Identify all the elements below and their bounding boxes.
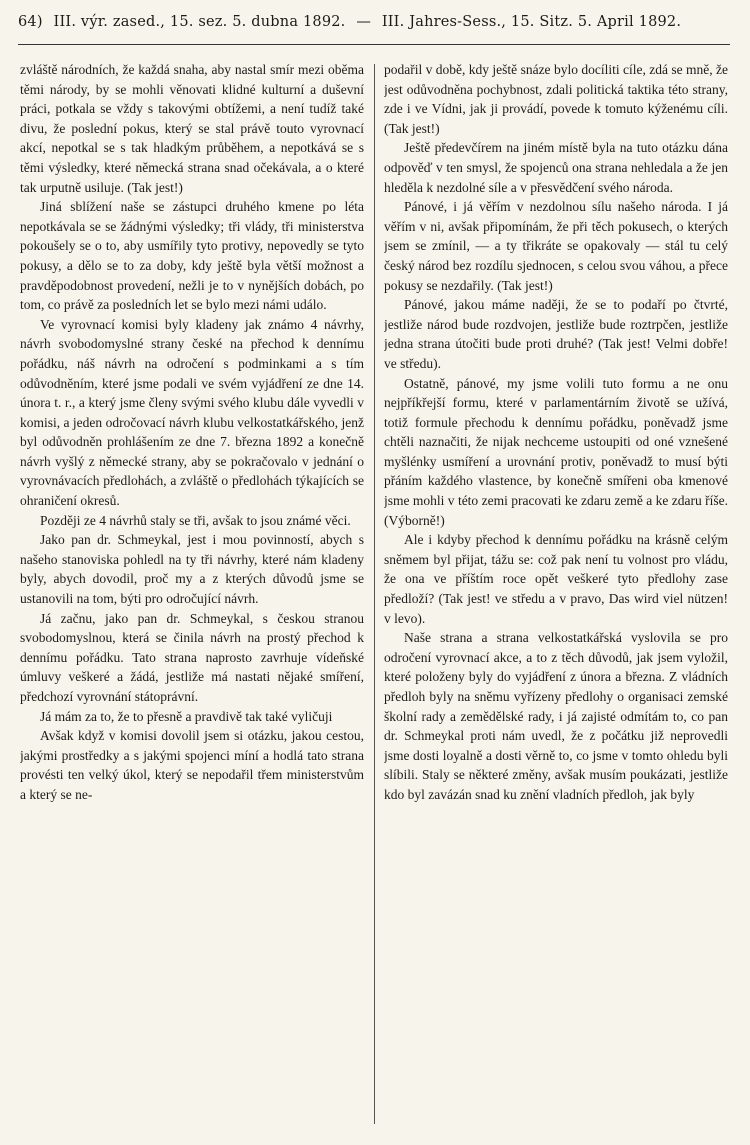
header-separator: — [356,14,372,30]
paragraph: Pánové, jakou máme naději, že se to podaří po čtvrté, jestliže národ bude rozdvojen, jestliže bude roztrpčen, jestliže jedna strana útočiti bude proti druhé? (Tak jest! Velmi dobře! ve středu). [384,297,728,371]
left-column [20,60,364,1130]
paragraph: zvláště národních, že každá snaha, aby nastal smír mezi oběma těmi národy, by se mohli věnovati klidné kulturní a duševní práci, potkala se vždy s takovými obtížemi, a není tudíž také divu, že poslední pokus, který se stal právě touto vyrovnací akcí, nepotkal se s tak hladkým průběhem, a nepotkává se s těmi výsledky, které německá strana snad očekávala, a o které tak urputně usiluje. (Tak jest!) [20,62,364,195]
paragraph: Naše strana a strana velkostatkářská vyslovila se pro odročení vyrovnací akce, a to z těch důvodů, jak jsem vyložil, které položeny byly do vyjádření z února a března. Z vládních předloh byly na sněmu vyřízeny předlohy o organisaci zemské školní rady a zemědělské rady, i já zajisté odmítám to, co pan dr. Schmeykal proti nám uvedl, že z počátku již neprovedli jsme dosti loyalně a dosti věrně to, co jsme v tomto ohledu byli slíbili. Staly se některé změny, avšak musím poukázati, jestliže kdo byl zavázán snad ku znění vladních předloh, jak byly [384,630,728,802]
paragraph: Ještě předevčírem na jiném místě byla na tuto otázku dána odpověď v ten smysl, že spojenců ona strana nehledala a že jen hleděla k nezdolné síle a v přesvědčení svého národa. [384,140,728,195]
header-left-title: III. výr. zased., 15. sez. 5. dubna 1892. [53,14,346,30]
paragraph: Avšak když v komisi dovolil jsem si otázku, jakou cestou, jakými prostředky a s jakými spojenci míní a hodlá tato strana provésti ten velký úkol, který se nepodařil třem ministerstvům a který se ne- [20,728,364,802]
paragraph: Já začnu, jako pan dr. Schmeykal, s českou stranou svobodomyslnou, která se činila návrh na prostý přechod k dennímu pořádku. Tato strana naprosto zavrhuje vídeňské úmluvy veškeré a žádá, jestliže má nastati nějaké smíření, předchozí vyrovnání státoprávní. [20,610,364,704]
paragraph: Pánové, i já věřím v nezdolnou sílu našeho národa. I já věřím v ni, avšak připomínám, že při těch pokusech, o kterých jsem se zmínil, — a ty třikráte se opakovaly — stál tu celý český národ bez rozdílu sjednocen, s celou svou váhou, a přece pokusy se nezdařily. (Tak jest!) [384,199,728,293]
paragraph: podařil v době, kdy ještě snáze bylo docíliti cíle, zdá se mně, že jest odůvodněna pochybnost, zdali politická taktika této strany, zde i ve Vídni, jak ji provádí, povede k tomuto kýženému cíli. (Tak jest!) [384,62,728,136]
column-divider [374,64,375,1124]
text-columns [20,60,728,1130]
paragraph: Později ze 4 návrhů staly se tři, avšak to jsou známé věci. [40,512,351,528]
header-right-title: III. Jahres-Sess., 15. Sitz. 5. April 1892. [381,14,682,30]
page-number: 64) [18,14,43,30]
right-column [384,60,728,1130]
paragraph: Já mám za to, že to přesně a pravdivě tak také vyličuji [40,708,333,724]
paragraph: Jako pan dr. Schmeykal, jest i mou povinností, abych s našeho stanoviska pohledl na ty tři návrhy, které nám kladeny byly, abych dovodil, proč my a z kterých důvodů jsme se ustanovili na tom, býti pro odročující návrh. [20,532,364,607]
paragraph: Jiná sblížení naše se zástupci druhého kmene po léta nepotkávala se se žádnými výsledky; tři vlády, tři ministerstva pokoušely se o to, aby usmířily tyto protivy, nepovedly se tyto pokusy, a dělo se to za doby, kdy ještě byla větší možnost a pravděpodobnost provedení, nežli je to v nynějších dobách, po tom, co právě za posledních let se bylo mezi námi událo. [20,199,364,313]
paragraph: Ve vyrovnací komisi byly kladeny jak známo 4 návrhy, návrh svobodomyslné strany české na přechod k dennímu pořádku, náš návrh na odročení s podminkami a s tím odůvodněním, které jsme podali ve svém vyjádření ze dne 14. února t. r., a který jsme členy svými svého klubu dále vyvedli v komisi, a jeden odročovací návrh klubu velkostatkářského, jenž byl odůvodněn prohlášením ze dne 7. března 1892 a konečně návrh vyšlý z německé strany, aby se pokračovalo v jednání o vyrovnávacích předlohách, a zvláště o předlohách týkajících se ohraničení okresů. [20,316,364,509]
page-header [18,14,730,45]
paragraph: Ale i kdyby přechod k dennímu pořádku na krásně celým sněmem byl přijat, tážu se: což pak není tu volnost pro vládu, že ona ve příštím roce opět veškeré tyto předlohy zase předloží? (Tak jest! ve středu a v pravo, Das wird viel nützen! v levo). [384,532,728,626]
paragraph: Ostatně, pánové, my jsme volili tuto formu a ne onu nejpříkřejší formu, které v parlamentárním životě se užívá, totiž formule přechodu k dennímu pořádku, poněvadž jsme chtěli naznačiti, že nijak nechceme ustoupiti od oné vznešené myšlénky usmíření a urovnání protiv, poněvadž to musí býti přáním každého vlastence, by konečně smířeni oba kmenové jsme mohli v této zemi pracovati ke zdaru země a ke zdaru říše. (Výborně!) [384,375,728,528]
